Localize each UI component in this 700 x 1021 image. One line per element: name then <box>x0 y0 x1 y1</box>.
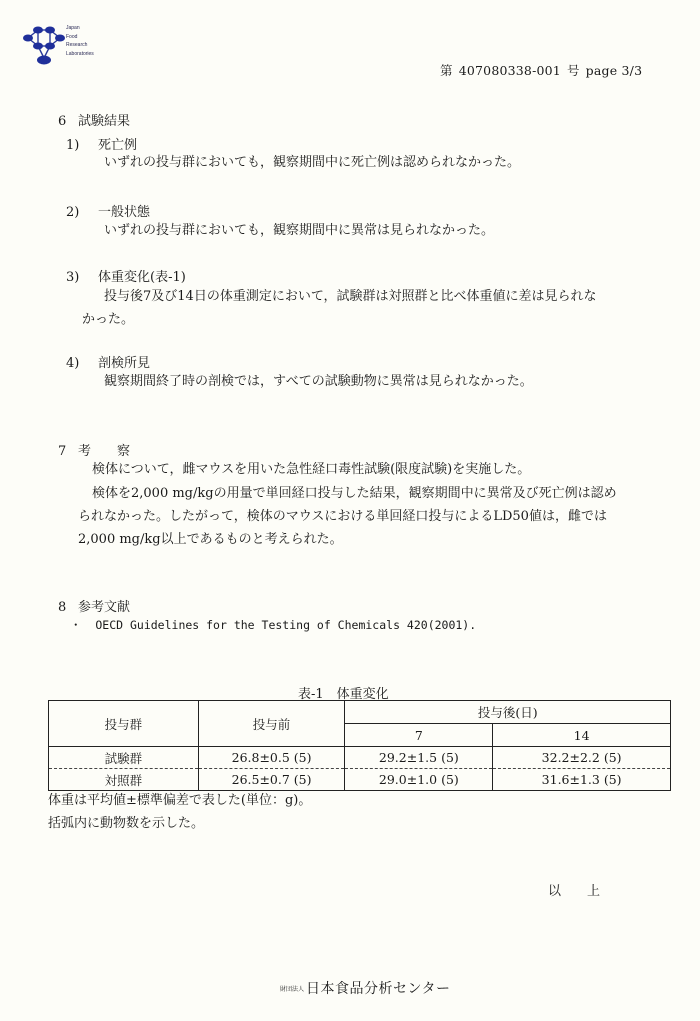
subsection-3-heading <box>66 266 186 285</box>
company-logo <box>22 20 122 68</box>
table-note-1: 体重は平均値±標準偏差で表した(単位：g)。 <box>48 793 312 808</box>
subsection-title: 体重変化(表-1) <box>98 270 186 285</box>
reference-entry <box>70 614 476 637</box>
header-pre: 投与前 <box>198 701 345 747</box>
subsection-number: 4) <box>66 356 80 371</box>
subsection-1-text: いずれの投与群においても，観察期間中に死亡例は認められなかった。 <box>104 155 521 170</box>
ref-go: 号 <box>566 63 580 78</box>
discussion-line4: 2,000 mg/kg以上であるものと考えられた。 <box>78 532 343 547</box>
section-title: 試験結果 <box>78 114 131 129</box>
section-6-heading <box>58 110 130 129</box>
subsection-3-text-line2: かった。 <box>82 312 135 327</box>
ref-number: 407080338-001 <box>458 63 561 78</box>
footer-prefix: 財団法人 <box>280 987 305 994</box>
bullet: ・ <box>70 618 82 632</box>
reference-text: OECD Guidelines for the Testing of Chemicals 420(2001). <box>95 618 477 632</box>
logo-line: Food <box>66 33 78 40</box>
table-header-row <box>49 701 671 724</box>
section-number: 7 <box>58 444 67 459</box>
section-8-heading <box>58 596 130 615</box>
ref-dai: 第 <box>440 63 453 78</box>
table-row <box>49 747 671 769</box>
page-number: page 3/3 <box>585 63 643 78</box>
header-post: 投与後(日) <box>345 701 671 724</box>
molecule-logo-icon <box>22 20 68 68</box>
subsection-4-heading <box>66 352 150 371</box>
section-number: 6 <box>58 114 67 129</box>
table-row <box>49 769 671 791</box>
cell-d7: 29.2±1.5 (5) <box>345 747 493 769</box>
subsection-number: 2) <box>66 205 80 220</box>
cell-pre: 26.5±0.7 (5) <box>198 769 345 791</box>
subsection-number: 3) <box>66 270 80 285</box>
header-day14: 14 <box>493 724 671 747</box>
logo-line: Research <box>66 42 88 48</box>
footer-organization <box>280 978 450 998</box>
section-number: 8 <box>58 600 67 615</box>
section-title: 考 察 <box>78 444 131 459</box>
subsection-title: 一般状態 <box>98 205 151 220</box>
footer-org-name: 日本食品分析センター <box>306 980 451 996</box>
cell-d7: 29.0±1.0 (5) <box>345 769 493 791</box>
discussion-line1: 検体について，雌マウスを用いた急性経口毒性試験(限度試験)を実施した。 <box>92 462 531 477</box>
closing-mark: 以 上 <box>548 884 601 899</box>
cell-d14: 32.2±2.2 (5) <box>493 747 671 769</box>
table-caption: 表-1 体重変化 <box>298 687 389 702</box>
logo-line: Laboratories <box>66 50 94 57</box>
discussion-line2: 検体を2,000 mg/kgの用量で単回経口投与した結果，観察期間中に異常及び死亡例は認め <box>92 486 617 501</box>
section-7-heading <box>58 440 130 459</box>
cell-d14: 31.6±1.3 (5) <box>493 769 671 791</box>
document-reference <box>440 61 648 79</box>
subsection-2-heading <box>66 201 150 220</box>
subsection-3-text-line1: 投与後7及び14日の体重測定において，試験群は対照群と比べ体重値に差は見られな <box>104 289 597 304</box>
subsection-4-text: 観察期間終了時の剖検では，すべての試験動物に異常は見られなかった。 <box>104 374 533 389</box>
cell-pre: 26.8±0.5 (5) <box>198 747 345 769</box>
cell-group: 試験群 <box>49 747 199 769</box>
cell-group: 対照群 <box>49 769 199 791</box>
table-note-2: 括弧内に動物数を示した。 <box>48 816 205 831</box>
subsection-title: 死亡例 <box>98 138 138 153</box>
subsection-number: 1) <box>66 138 80 153</box>
discussion-line3: られなかった。したがって，検体のマウスにおける単回経口投与によるLD50値は，雌では <box>78 509 607 524</box>
subsection-2-text: いずれの投与群においても，観察期間中に異常は見られなかった。 <box>104 223 495 238</box>
section-title: 参考文献 <box>78 600 131 615</box>
header-day7: 7 <box>345 724 493 747</box>
subsection-title: 剖検所見 <box>98 356 151 371</box>
logo-line: Japan <box>66 25 80 31</box>
logo-text <box>66 24 94 58</box>
header-group: 投与群 <box>49 701 199 747</box>
body-weight-table <box>48 700 671 791</box>
